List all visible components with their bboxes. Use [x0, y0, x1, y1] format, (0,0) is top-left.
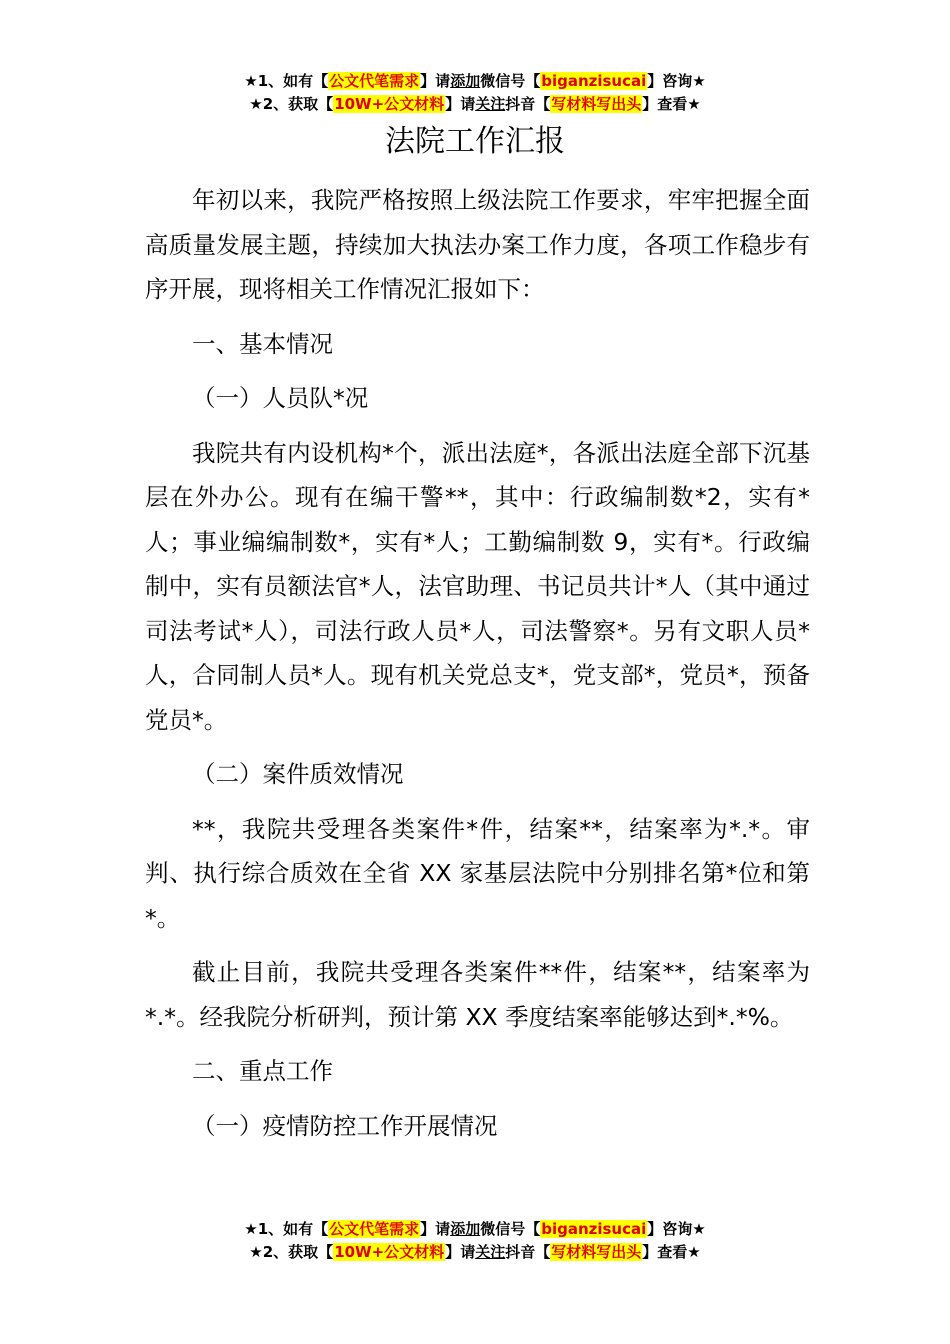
promo-line-1: [0, 1218, 950, 1241]
header-promo-banner: [0, 70, 950, 116]
promo-text: 微信号【: [480, 1220, 541, 1238]
promo-highlight: 公文代笔需求: [329, 1220, 420, 1238]
promo-text: 微信号【: [480, 72, 541, 90]
promo-line-1: [0, 70, 950, 93]
footer-promo-banner: [0, 1218, 950, 1264]
promo-text: ★1、如有【: [244, 1220, 329, 1238]
promo-highlight: 10W+公文材料: [334, 1243, 445, 1261]
promo-text: 】咨询★: [647, 1220, 706, 1238]
promo-text: 抖音【: [505, 95, 551, 113]
promo-text: 抖音【: [505, 1243, 551, 1261]
body-paragraph: 我院共有内设机构*个，派出法庭*，各派出法庭全部下沉基层在外办公。现有在编干警**，其中：行政编制数*2，实有*人；事业编编制数*，实有*人；工勤编制数 9，实有*。行政编制中，实有员额法官*人，法官助理、书记员共计*人（其中通过司法考试*人），司法行政人员*人，司法警察*。另有文职人员*人，合同制人员*人。现有机关党总支*，党支部*，党员*，预备党员*。: [145, 438, 810, 734]
body-paragraph: **，我院共受理各类案件*件，结案**，结案率为*.*。审判、执行综合质效在全省 XX 家基层法院中分别排名第*位和第*。: [145, 814, 810, 932]
promo-underlined-text: 添加: [450, 1220, 481, 1238]
promo-line-2: [0, 93, 950, 116]
promo-highlight: biganzisucai: [541, 1220, 647, 1238]
promo-text: ★2、获取【: [249, 1243, 334, 1261]
promo-text: ★2、获取【: [249, 95, 334, 113]
promo-text: 】查看★: [642, 1243, 701, 1261]
subsection-heading: （二）案件质效情况: [192, 760, 404, 788]
promo-text: 】查看★: [642, 95, 701, 113]
section-heading: 一、基本情况: [192, 329, 333, 358]
intro-paragraph: 年初以来，我院严格按照上级法院工作要求，牢牢把握全面高质量发展主题，持续加大执法办案工作力度，各项工作稳步有序开展，现将相关工作情况汇报如下：: [145, 186, 810, 303]
promo-text: ★1、如有【: [244, 72, 329, 90]
promo-line-2: [0, 1241, 950, 1264]
promo-highlight: 10W+公文材料: [334, 95, 445, 113]
promo-highlight: 写材料写出头: [551, 1243, 642, 1261]
promo-text: 】请: [445, 95, 476, 113]
promo-highlight: 写材料写出头: [551, 95, 642, 113]
promo-highlight: biganzisucai: [541, 72, 647, 90]
subsection-heading: （一）人员队*况: [192, 384, 369, 412]
promo-text: 】咨询★: [647, 72, 706, 90]
promo-highlight: 公文代笔需求: [329, 72, 420, 90]
promo-text: 】请: [445, 1243, 476, 1261]
promo-underlined-text: 添加: [450, 72, 481, 90]
promo-underlined-text: 关注: [475, 1243, 506, 1261]
document-title: 法院工作汇报: [385, 124, 565, 159]
promo-text: 】请: [420, 72, 451, 90]
section-heading: 二、重点工作: [192, 1057, 333, 1085]
promo-underlined-text: 关注: [475, 95, 506, 113]
body-paragraph: 截止目前，我院共受理各类案件**件，结案**，结案率为*.*。经我院分析研判，预计第 XX 季度结案率能够达到*.*%。: [145, 958, 810, 1031]
document-body: [145, 178, 810, 1148]
subsection-heading: （一）疫情防控工作开展情况: [192, 1111, 498, 1140]
promo-text: 】请: [420, 1220, 451, 1238]
